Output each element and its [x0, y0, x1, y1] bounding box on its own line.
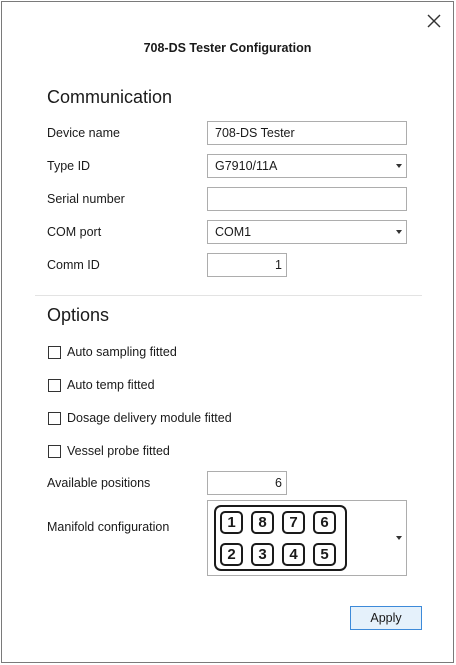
auto-temp-label: Auto temp fitted: [67, 378, 155, 392]
manifold-configuration-select[interactable]: [207, 500, 407, 576]
close-button[interactable]: [425, 12, 443, 30]
vessel-probe-checkbox[interactable]: [48, 445, 61, 458]
manifold-configuration-label: Manifold configuration: [47, 520, 170, 534]
close-icon: [425, 12, 443, 30]
auto-temp-checkbox[interactable]: [48, 379, 61, 392]
com-port-select[interactable]: [207, 220, 407, 244]
manifold-position: 7: [282, 511, 305, 534]
com-port-label: COM port: [47, 225, 102, 239]
manifold-diagram: [214, 505, 347, 571]
section-divider: [35, 295, 422, 296]
options-heading: Options: [47, 305, 110, 325]
dropdown-arrow-icon: [396, 164, 402, 168]
comm-id-input[interactable]: [207, 253, 287, 277]
communication-heading: Communication: [47, 87, 173, 107]
manifold-position: 2: [220, 543, 243, 566]
manifold-position: 5: [313, 543, 336, 566]
dosage-delivery-checkbox-row[interactable]: [48, 410, 232, 426]
available-positions-label: Available positions: [47, 476, 151, 490]
manifold-position: 4: [282, 543, 305, 566]
auto-sampling-checkbox[interactable]: [48, 346, 61, 359]
dosage-delivery-checkbox[interactable]: [48, 412, 61, 425]
type-id-label: Type ID: [47, 159, 91, 173]
dropdown-arrow-icon: [396, 230, 402, 234]
manifold-position: 1: [220, 511, 243, 534]
dosage-delivery-label: Dosage delivery module fitted: [67, 411, 232, 425]
vessel-probe-checkbox-row[interactable]: [48, 443, 170, 459]
available-positions-input[interactable]: [207, 471, 287, 495]
serial-number-input[interactable]: [207, 187, 407, 211]
com-port-value: COM1: [215, 225, 252, 239]
auto-sampling-checkbox-row[interactable]: [48, 344, 177, 360]
auto-sampling-label: Auto sampling fitted: [67, 345, 177, 359]
manifold-position: 6: [313, 511, 336, 534]
dialog-title: 708-DS Tester Configuration: [143, 41, 312, 55]
dropdown-arrow-icon: [396, 536, 402, 540]
manifold-position: 3: [251, 543, 274, 566]
device-name-input[interactable]: [207, 121, 407, 145]
auto-temp-checkbox-row[interactable]: [48, 377, 155, 393]
apply-button[interactable]: Apply: [350, 606, 422, 630]
serial-number-label: Serial number: [47, 192, 125, 206]
type-id-value: G7910/11A: [215, 159, 278, 173]
configuration-dialog: [1, 1, 454, 663]
comm-id-label: Comm ID: [47, 258, 100, 272]
device-name-label: Device name: [47, 126, 120, 140]
type-id-select[interactable]: [207, 154, 407, 178]
vessel-probe-label: Vessel probe fitted: [67, 444, 170, 458]
manifold-position: 8: [251, 511, 274, 534]
